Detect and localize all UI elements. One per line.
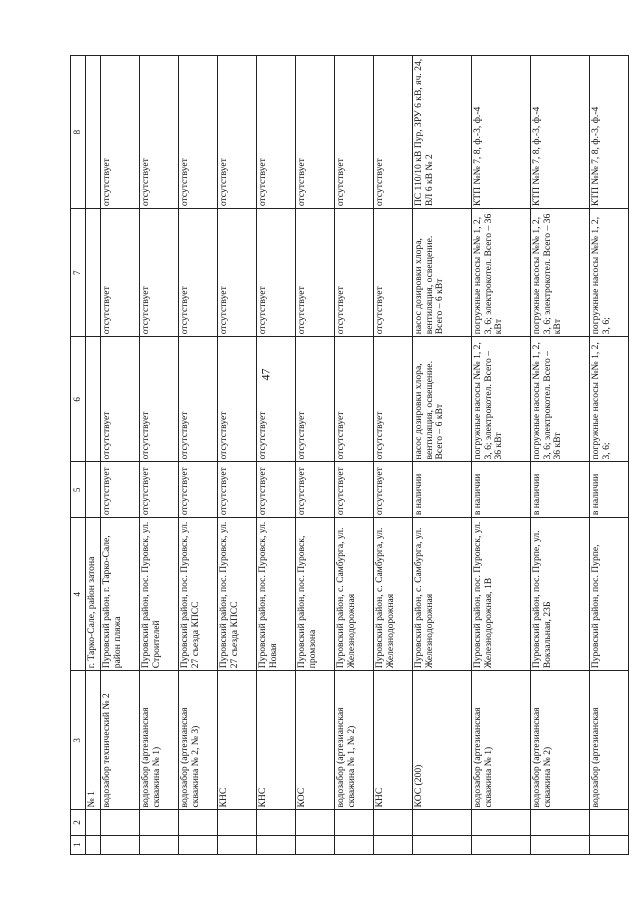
table-cell-c1 <box>218 835 257 854</box>
table-cell-c7: насос дозировки хлора, вентиляция, освещение. Всего – 6 кВт <box>413 209 472 337</box>
table-cell-c4: Пуровский район, пос. Пуровск, ул. 27 съезда КПСС <box>179 518 218 671</box>
table-row <box>101 56 140 855</box>
table-cell-c6: погружные насосы №№ 1, 2, 3, 6; электрокотел. Всего – 36 кВт <box>472 337 531 462</box>
table-cell-c1 <box>140 835 179 854</box>
table-cell-c7: погружные насосы №№ 1, 2, 3, 6; электрокотел. Всего – 36 кВт <box>531 209 590 337</box>
column-number: 5 <box>71 462 86 518</box>
table-cell-c2 <box>218 810 257 835</box>
table-cell-c7: отсутствует <box>218 209 257 337</box>
table-row <box>257 56 296 855</box>
table-cell-c1 <box>472 835 531 854</box>
table-cell-c8: отсутствует <box>335 56 374 209</box>
table-cell-c2 <box>179 810 218 835</box>
table-cell-c4: Пуровский район, г. Тарко-Сале, район пляжа <box>101 518 140 671</box>
table-cell-c5: в наличии <box>413 462 472 518</box>
table-cell-c7 <box>86 209 101 337</box>
table-row <box>86 56 101 855</box>
table-cell-c4: Пуровский район, с. Самбурга, ул. Железнодорожная <box>374 518 413 671</box>
table-cell-c1 <box>374 835 413 854</box>
table-cell-c1 <box>335 835 374 854</box>
column-number: 7 <box>71 209 86 337</box>
table-row <box>413 56 472 855</box>
table-row <box>590 56 629 855</box>
column-number: 4 <box>71 518 86 671</box>
table-cell-c7: отсутствует <box>179 209 218 337</box>
table-cell-c4: Пуровский район, пос. Пуровск, ул. Строителей <box>140 518 179 671</box>
table-cell-c4: Пуровский район, пос. Пуровск, ул. Новая <box>257 518 296 671</box>
table-cell-c3: КОС (200) <box>413 671 472 810</box>
table-cell-c3: водозабор технический № 2 <box>101 671 140 810</box>
table-cell-c4: Пуровский район, с. Самбурга, ул. Железнодорожная <box>413 518 472 671</box>
table-cell-c5: в наличии <box>531 462 590 518</box>
table-cell-c8: КТП №№ 7, 8, ф.-3, ф.-4 <box>472 56 531 209</box>
column-numbers-row <box>71 56 86 855</box>
table-row <box>140 56 179 855</box>
table-cell-c6: отсутствует <box>374 337 413 462</box>
column-number: 3 <box>71 671 86 810</box>
table-cell-c5: отсутствует <box>335 462 374 518</box>
table-cell-c2 <box>374 810 413 835</box>
page-number: 47 <box>258 368 273 381</box>
table-row <box>531 56 590 855</box>
table-row <box>374 56 413 855</box>
table-cell-c4: Пуровский район, пос. Пуровск, ул. Железнодорожная, 1В <box>472 518 531 671</box>
table-cell-c4: Пуровский район, пос. Пурпе, <box>590 518 629 671</box>
table-cell-c8: ПС 110/10 кВ Пур, ЗРУ 6 кВ, яч. 24, ВЛ 6 кВ № 2 <box>413 56 472 209</box>
table-cell-c6: отсутствует <box>257 337 296 462</box>
table-cell-c5: в наличии <box>472 462 531 518</box>
table-cell-c4: Пуровский район, пос. Пурпе, ул. Вокзальная, 23Б <box>531 518 590 671</box>
table-cell-c8: отсутствует <box>179 56 218 209</box>
table-cell-c1 <box>590 835 629 854</box>
table-cell-c3: № 1 <box>86 671 101 810</box>
table-cell-c5: отсутствует <box>257 462 296 518</box>
table-cell-c3: КНС <box>257 671 296 810</box>
table-cell-c1 <box>257 835 296 854</box>
table-cell-c8: отсутствует <box>140 56 179 209</box>
table-cell-c1 <box>179 835 218 854</box>
table-row <box>296 56 335 855</box>
table-cell-c3: водозабор (артезианская скважина № 2) <box>531 671 590 810</box>
table-cell-c2 <box>296 810 335 835</box>
table-cell-c7: погружные насосы №№ 1, 2, 3, 6; <box>590 209 629 337</box>
table-cell-c1 <box>86 835 101 854</box>
table-cell-c2 <box>257 810 296 835</box>
table-body <box>86 56 629 855</box>
table-cell-c2 <box>590 810 629 835</box>
table-cell-c2 <box>531 810 590 835</box>
table-cell-c5: отсутствует <box>101 462 140 518</box>
table-cell-c5: в наличии <box>590 462 629 518</box>
table-cell-c3: КНС <box>374 671 413 810</box>
table-cell-c5: отсутствует <box>296 462 335 518</box>
table-cell-c1 <box>296 835 335 854</box>
table-cell-c5 <box>86 462 101 518</box>
table-cell-c4: Пуровский район, с. Самбурга, ул. Железнодорожная <box>335 518 374 671</box>
table-cell-c6: отсутствует <box>335 337 374 462</box>
table-cell-c6: отсутствует <box>101 337 140 462</box>
column-number: 8 <box>71 56 86 209</box>
table-cell-c8: отсутствует <box>101 56 140 209</box>
table-cell-c6: отсутствует <box>296 337 335 462</box>
table-cell-c8: отсутствует <box>296 56 335 209</box>
table-cell-c3: водозабор (артезианская скважина № 1) <box>472 671 531 810</box>
table-cell-c3: водозабор (артезианская <box>590 671 629 810</box>
table-cell-c2 <box>140 810 179 835</box>
table-row <box>472 56 531 855</box>
table-cell-c6: отсутствует <box>179 337 218 462</box>
table-cell-c3: КОС <box>296 671 335 810</box>
table-cell-c3: КНС <box>218 671 257 810</box>
table-cell-c6: отсутствует <box>140 337 179 462</box>
table-cell-c4: Пуровский район, пос. Пуровск, промзона <box>296 518 335 671</box>
table-cell-c4: г. Тарко-Сале, район затона <box>86 518 101 671</box>
table-cell-c3: водозабор (артезианская скважина № 2, № 3) <box>179 671 218 810</box>
table-cell-c7: погружные насосы №№ 1, 2, 3, 6; электрокотел. Всего – 36 кВт <box>472 209 531 337</box>
table-cell-c8: КТП №№ 7, 8, ф.-3, ф.-4 <box>590 56 629 209</box>
table-cell-c5: отсутствует <box>179 462 218 518</box>
table-cell-c1 <box>531 835 590 854</box>
table-cell-c5: отсутствует <box>218 462 257 518</box>
table-cell-c7: отсутствует <box>374 209 413 337</box>
table-cell-c8: отсутствует <box>374 56 413 209</box>
table-cell-c2 <box>101 810 140 835</box>
table-cell-c3: водозабор (артезианская скважина № 1) <box>140 671 179 810</box>
table-cell-c3: водозабор (артезианская скважина № 1, № 2) <box>335 671 374 810</box>
table-row <box>218 56 257 855</box>
column-number: 2 <box>71 810 86 835</box>
table-row <box>179 56 218 855</box>
table-cell-c2 <box>413 810 472 835</box>
table-cell-c1 <box>101 835 140 854</box>
table-cell-c5: отсутствует <box>374 462 413 518</box>
table-cell-c1 <box>413 835 472 854</box>
table-cell-c5: отсутствует <box>140 462 179 518</box>
table-cell-c8: отсутствует <box>257 56 296 209</box>
table-cell-c7: отсутствует <box>257 209 296 337</box>
table-cell-c6: погружные насосы №№ 1, 2, 3, 6; электрокотел. Всего – 36 кВт <box>531 337 590 462</box>
table-cell-c2 <box>472 810 531 835</box>
column-number: 6 <box>71 337 86 462</box>
table-cell-c8 <box>86 56 101 209</box>
table-row <box>335 56 374 855</box>
equipment-table <box>70 55 629 855</box>
table-cell-c6: отсутствует <box>218 337 257 462</box>
table-cell-c2 <box>86 810 101 835</box>
table-cell-c8: отсутствует <box>218 56 257 209</box>
table-cell-c6: насос дозировки хлора, вентиляция, освещение. Всего – 6 кВт <box>413 337 472 462</box>
table-cell-c7: отсутствует <box>101 209 140 337</box>
rotated-table-container <box>70 55 612 855</box>
table-cell-c7: отсутствует <box>140 209 179 337</box>
table-cell-c8: КТП №№ 7, 8, ф.-3, ф.-4 <box>531 56 590 209</box>
table-cell-c7: отсутствует <box>296 209 335 337</box>
column-number: 1 <box>71 835 86 854</box>
table-cell-c4: Пуровский район, пос. Пуровск, ул. 27 съезда КПСС <box>218 518 257 671</box>
table-cell-c7: отсутствует <box>335 209 374 337</box>
table-cell-c6: погружные насосы №№ 1, 2, 3, 6; <box>590 337 629 462</box>
table-cell-c2 <box>335 810 374 835</box>
table-cell-c6 <box>86 337 101 462</box>
